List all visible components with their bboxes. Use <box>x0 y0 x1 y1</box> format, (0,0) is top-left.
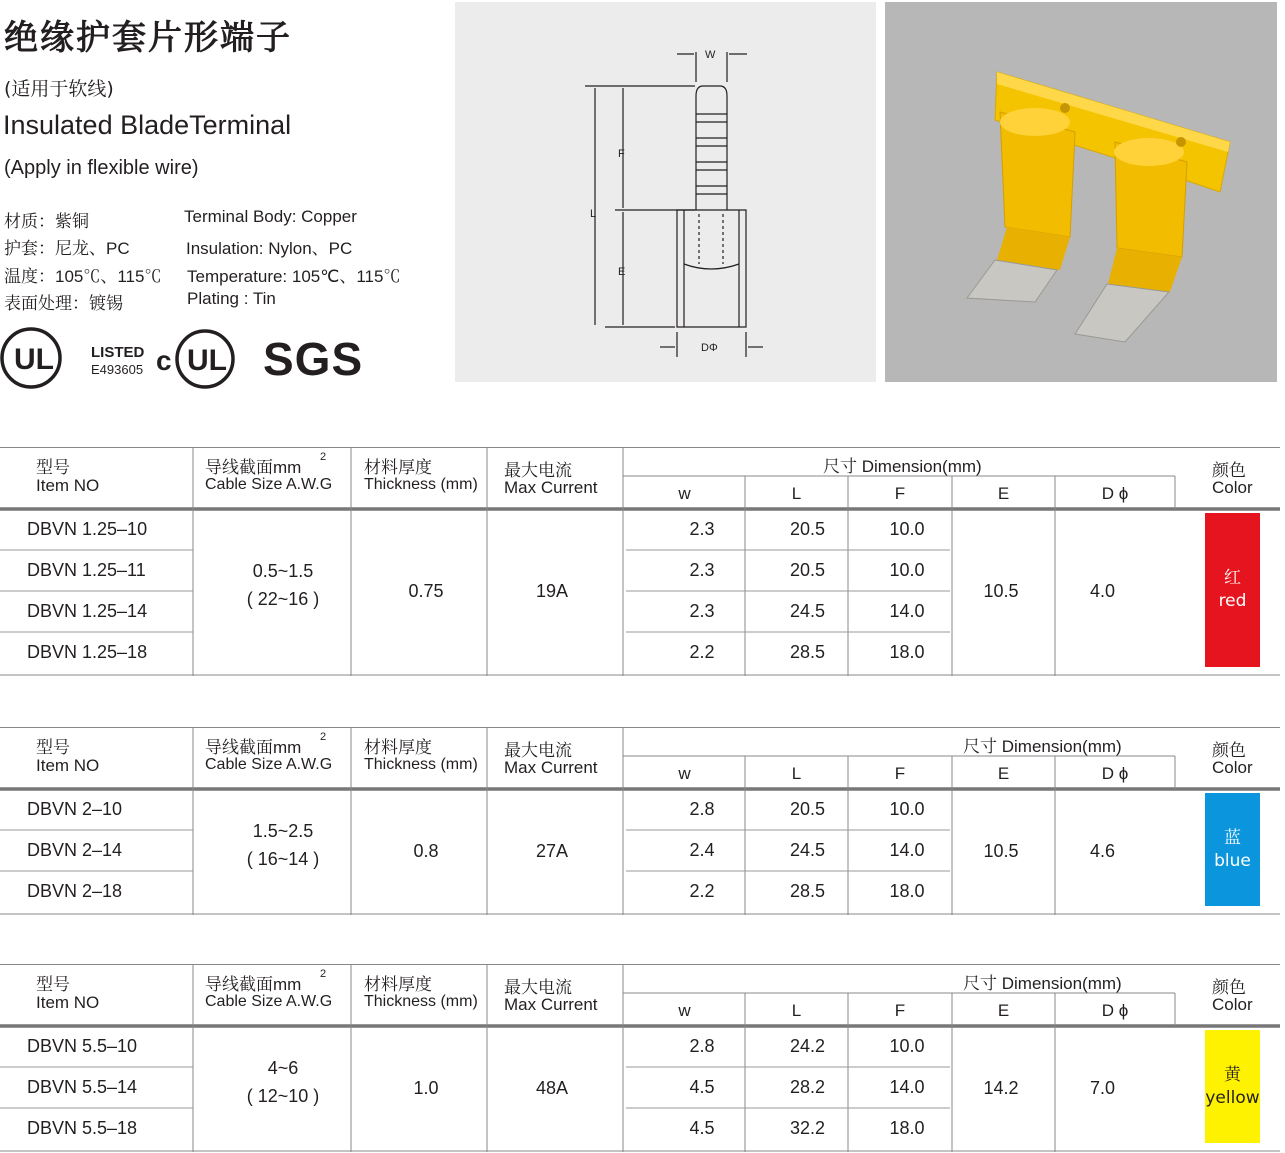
spec-insulation-en: Insulation: Nylon、PC <box>186 239 353 258</box>
header-dim-1: L <box>791 1001 802 1020</box>
spec-table <box>0 964 1280 1152</box>
drawing-label-w: W <box>705 49 716 61</box>
table-row-l: 32.2 <box>789 1118 826 1138</box>
header-color-cn: 颜色 <box>1212 741 1246 760</box>
drawing-label-l: L <box>590 208 597 220</box>
color-name-en: red <box>1218 591 1247 611</box>
blade-terminal-photo-icon <box>885 2 1277 382</box>
header-thickness-en: Thickness (mm) <box>364 756 478 773</box>
table-row-w: 4.5 <box>689 1077 715 1097</box>
technical-drawing <box>455 2 876 382</box>
header-dim-3: E <box>997 484 1010 503</box>
table-row-item: DBVN 5.5–10 <box>27 1036 138 1056</box>
table-row-item: DBVN 1.25–14 <box>27 601 148 621</box>
header-dim-2: F <box>894 484 906 503</box>
ul-listed-label: LISTED <box>91 344 145 361</box>
merged-e: 14.2 <box>983 1077 1019 1098</box>
merged-e: 10.5 <box>983 840 1019 861</box>
table-row-f: 10.0 <box>889 560 925 580</box>
header-color-en: Color <box>1212 758 1253 777</box>
merged-current: 19A <box>535 581 569 601</box>
header-cable-cn: 导线截面mm <box>205 975 302 994</box>
table-row-l: 24.5 <box>789 601 826 621</box>
table-row-l: 20.5 <box>789 799 826 819</box>
product-photo <box>885 2 1277 382</box>
header-dim-3: E <box>997 764 1010 783</box>
drawing-label-d: DΦ <box>701 342 718 354</box>
header-current-cn: 最大电流 <box>504 741 572 760</box>
table-row-l: 28.5 <box>789 881 826 901</box>
header-current-cn: 最大电流 <box>504 978 572 997</box>
header-dimension: 尺寸 Dimension(mm) <box>963 974 1122 993</box>
header-dim-4: D ϕ <box>1101 484 1129 503</box>
terminal-drawing-icon <box>455 2 876 382</box>
merged-thickness: 0.8 <box>413 840 439 861</box>
page-title-en: Insulated BladeTerminal <box>3 110 292 140</box>
color-swatch <box>1205 1030 1260 1143</box>
header-item-cn: 型号 <box>36 738 70 757</box>
spec-table <box>0 447 1280 676</box>
table-row-w: 2.4 <box>689 840 715 860</box>
subtitle-cn: (适用于软线) <box>4 78 114 100</box>
table-row-item: DBVN 2–14 <box>27 840 123 860</box>
spec-temperature-en: Temperature: 105℃、115℃ <box>187 267 401 286</box>
header-dim-2: F <box>894 1001 906 1020</box>
table-row-l: 28.5 <box>789 642 826 662</box>
drawing-label-e: E <box>618 266 626 278</box>
merged-cable-size: 1.5~2.5 <box>252 820 314 841</box>
spec-temperature-cn: 温度：105℃、115℃ <box>4 267 162 286</box>
table-row-w: 2.8 <box>689 1036 715 1056</box>
merged-d: 4.6 <box>1089 840 1116 861</box>
header-dim-2: F <box>894 764 906 783</box>
cul-logo-icon <box>174 328 238 390</box>
subtitle-en: (Apply in flexible wire) <box>4 157 199 179</box>
table-row-f: 14.0 <box>889 840 925 860</box>
table-row-f: 18.0 <box>889 881 925 901</box>
header-cable-sup: 2 <box>320 968 327 980</box>
color-name-en: blue <box>1214 850 1251 871</box>
merged-awg: ( 16~14 ) <box>246 848 320 869</box>
ul-logo-text-u: UL <box>14 343 54 376</box>
header-current-en: Max Current <box>504 995 598 1014</box>
table-row-l: 20.5 <box>789 560 826 580</box>
header-cable-sup: 2 <box>320 731 327 743</box>
table-row-f: 10.0 <box>889 519 925 539</box>
header-cable-sup: 2 <box>320 451 327 463</box>
header-cable-en: Cable Size A.W.G <box>205 756 333 773</box>
merged-thickness: 1.0 <box>413 1077 439 1098</box>
table-row-item: DBVN 5.5–18 <box>27 1118 138 1138</box>
table-row-item: DBVN 2–18 <box>27 881 123 901</box>
color-name-cn: 红 <box>1224 568 1241 588</box>
header-dim-4: D ϕ <box>1101 1001 1129 1020</box>
header-color-cn: 颜色 <box>1212 978 1246 997</box>
header-cable-en: Cable Size A.W.G <box>205 476 333 493</box>
header-color-en: Color <box>1212 995 1253 1014</box>
merged-thickness: 0.75 <box>408 581 444 601</box>
svg-text:UL: UL <box>187 344 227 377</box>
spec-material-en: Terminal Body: Copper <box>184 207 357 226</box>
color-name-en: yellow <box>1205 1087 1260 1108</box>
table-row-w: 2.3 <box>689 601 715 621</box>
table-row-w: 4.5 <box>689 1118 715 1138</box>
color-name-cn: 黄 <box>1224 1064 1241 1085</box>
table-row-f: 10.0 <box>889 1036 925 1056</box>
table-row-w: 2.3 <box>689 519 715 539</box>
table-row-w: 2.2 <box>689 642 715 662</box>
cul-c-mark: c <box>156 345 172 376</box>
spec-insulation-cn: 护套：尼龙、PC <box>4 239 130 258</box>
merged-e: 10.5 <box>983 581 1019 601</box>
merged-awg: ( 12~10 ) <box>246 1085 320 1106</box>
merged-d: 7.0 <box>1089 1077 1116 1098</box>
merged-current: 27A <box>535 840 569 861</box>
table-row-item: DBVN 1.25–11 <box>27 560 146 580</box>
table-row-f: 18.0 <box>889 1118 925 1138</box>
header-dimension: 尺寸 Dimension(mm) <box>823 457 982 476</box>
spec-material-cn: 材质：紫铜 <box>4 212 89 231</box>
header-dim-0: w <box>678 1001 691 1020</box>
header-thickness-cn: 材料厚度 <box>364 458 432 477</box>
header-thickness-cn: 材料厚度 <box>364 738 432 757</box>
header-thickness-cn: 材料厚度 <box>364 975 432 994</box>
merged-d: 4.0 <box>1089 581 1116 601</box>
merged-cable-size: 4~6 <box>267 1057 299 1078</box>
header-cable-cn: 导线截面mm <box>205 458 302 477</box>
header-current-en: Max Current <box>504 758 598 777</box>
table-row-l: 28.2 <box>789 1077 826 1097</box>
header-cable-cn: 导线截面mm <box>205 738 302 757</box>
ul-logo-icon <box>0 326 64 390</box>
merged-cable-size: 0.5~1.5 <box>252 561 314 581</box>
spec-plating-en: Plating : Tin <box>187 289 276 308</box>
drawing-label-f: F <box>618 148 625 160</box>
header-item-cn: 型号 <box>36 458 70 477</box>
header-dim-1: L <box>791 764 802 783</box>
table-row-f: 14.0 <box>889 1077 925 1097</box>
merged-awg: ( 22~16 ) <box>246 589 320 609</box>
color-swatch <box>1205 513 1260 667</box>
table-row-l: 24.2 <box>789 1036 826 1056</box>
header-dim-0: w <box>678 764 691 783</box>
header-dimension: 尺寸 Dimension(mm) <box>963 737 1122 756</box>
header-item-cn: 型号 <box>36 975 70 994</box>
header-thickness-en: Thickness (mm) <box>364 993 478 1010</box>
table-row-f: 14.0 <box>889 601 925 621</box>
header-item-en: Item NO <box>36 756 100 775</box>
header-dim-4: D ϕ <box>1101 764 1129 783</box>
page-title-cn: 绝缘护套片形端子 <box>4 18 292 58</box>
header-dim-3: E <box>997 1001 1010 1020</box>
header-thickness-en: Thickness (mm) <box>364 476 478 493</box>
header-item-en: Item NO <box>36 993 100 1012</box>
header-dim-1: L <box>791 484 802 503</box>
spec-plating-cn: 表面处理：镀锡 <box>4 294 123 313</box>
header-item-en: Item NO <box>36 476 100 495</box>
table-row-w: 2.2 <box>689 881 715 901</box>
table-row-item: DBVN 5.5–14 <box>27 1077 138 1097</box>
table-row-item: DBVN 1.25–10 <box>27 519 148 539</box>
color-swatch <box>1205 793 1260 906</box>
header-color-cn: 颜色 <box>1212 461 1246 480</box>
table-row-l: 24.5 <box>789 840 826 860</box>
table-row-item: DBVN 2–10 <box>27 799 123 819</box>
table-row-f: 18.0 <box>889 642 925 662</box>
header-current-en: Max Current <box>504 478 598 497</box>
table-row-l: 20.5 <box>789 519 826 539</box>
table-row-w: 2.3 <box>689 560 715 580</box>
table-row-item: DBVN 1.25–18 <box>27 642 148 662</box>
header-current-cn: 最大电流 <box>504 461 572 480</box>
header-color-en: Color <box>1212 478 1253 497</box>
header-cable-en: Cable Size A.W.G <box>205 993 333 1010</box>
color-name-cn: 蓝 <box>1224 827 1241 848</box>
spec-table <box>0 727 1280 915</box>
merged-current: 48A <box>535 1077 569 1098</box>
header-dim-0: w <box>678 484 691 503</box>
ul-number: E493605 <box>91 362 144 377</box>
table-row-w: 2.8 <box>689 799 715 819</box>
sgs-logo: SGS <box>263 333 364 385</box>
table-row-f: 10.0 <box>889 799 925 819</box>
